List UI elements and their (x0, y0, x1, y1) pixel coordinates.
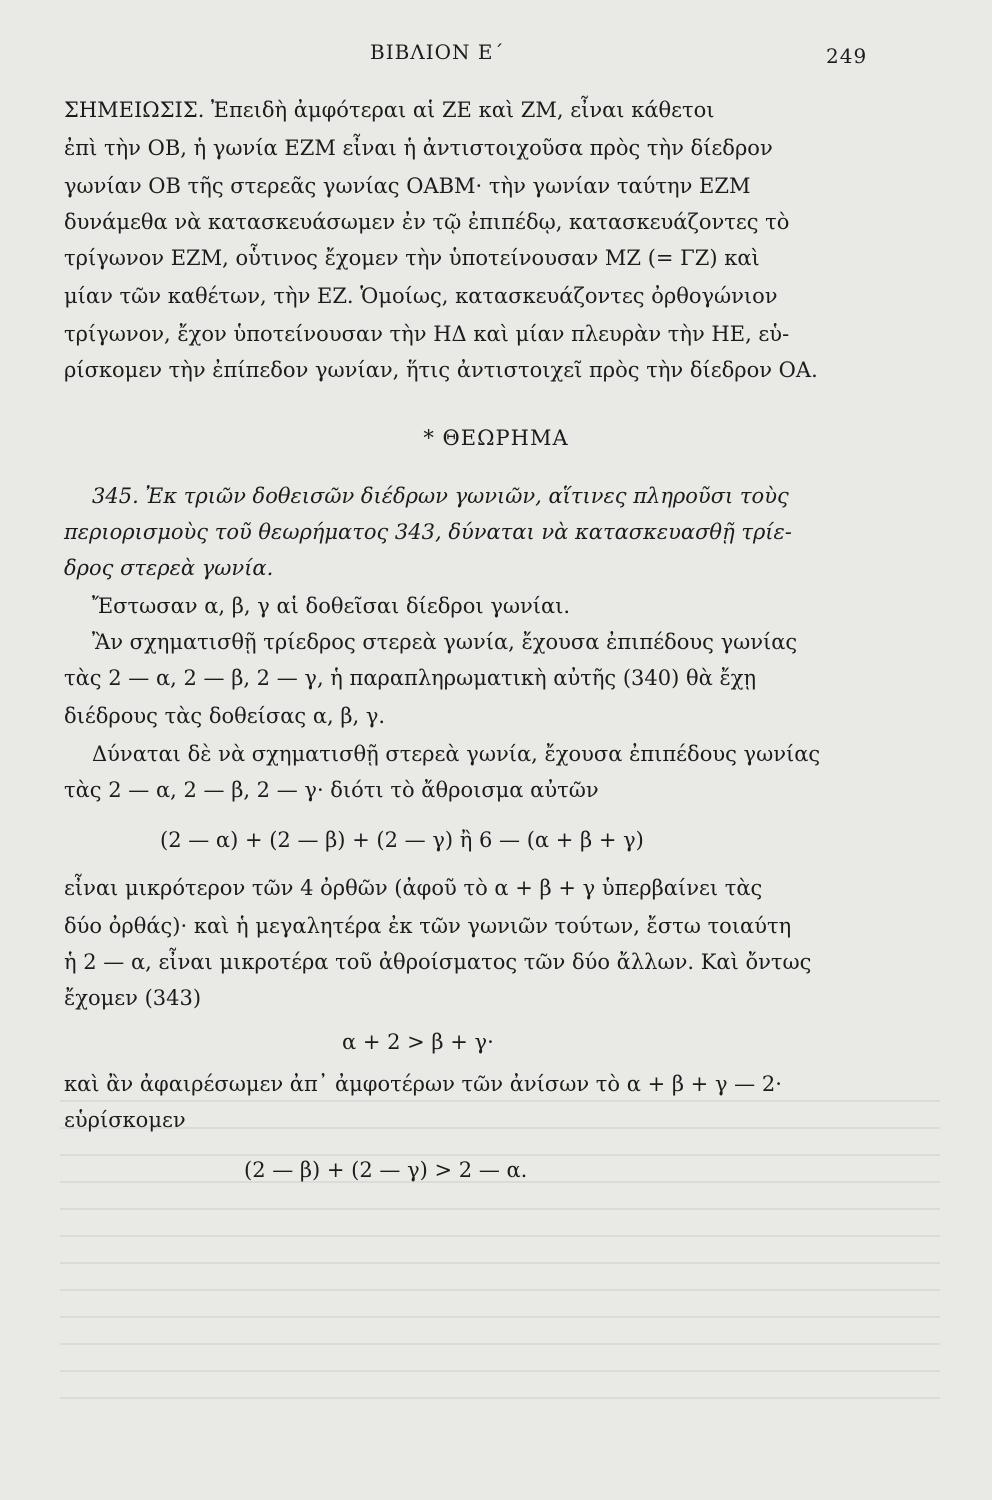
body-line: Ἔστωσαν α, β, γ αἱ δοθεῖσαι δίεδροι γωνίαι. (92, 594, 571, 618)
running-title: ΒΙΒΛΙΟΝ Ε΄ (370, 40, 505, 64)
page-number: 249 (826, 44, 868, 68)
theorem-line: περιορισμοὺς τοῦ θεωρήματος 343, δύναται νὰ κατασκευασθῇ τρίε- (64, 520, 792, 544)
body-line: δύο ὀρθάς)· καὶ ἡ μεγαλητέρα ἐκ τῶν γωνιῶν τούτων, ἔστω τοιαύτη (64, 914, 792, 938)
note-line: γωνίαν ΟΒ τῆς στερεᾶς γωνίας ΟΑΒΜ· τὴν γωνίαν ταύτην ΕΖΜ (64, 174, 751, 198)
body-line: εἶναι μικρότερον τῶν 4 ὀρθῶν (ἀφοῦ τὸ α + β + γ ὑπερβαίνει τὰς (64, 876, 763, 900)
body-line: τὰς 2 — α, 2 — β, 2 — γ· διότι τὸ ἄθροισμα αὐτῶν (64, 778, 599, 802)
formula: (2 — α) + (2 — β) + (2 — γ) ἢ 6 — (α + β + γ) (160, 828, 644, 852)
body-line: Δύναται δὲ νὰ σχηματισθῇ στερεὰ γωνία, ἔχουσα ἐπιπέδους γωνίας (92, 742, 821, 766)
bleed-through-texture (60, 1100, 940, 1400)
body-line: τὰς 2 — α, 2 — β, 2 — γ, ἡ παραπληρωματικὴ αὐτῆς (340) θὰ ἔχῃ (64, 666, 757, 690)
note-line: τρίγωνον ΕΖΜ, οὗτινος ἔχομεν τὴν ὑποτείνουσαν ΜΖ (= ΓΖ) καὶ (64, 246, 760, 270)
note-line: μίαν τῶν καθέτων, τὴν ΕΖ. Ὁμοίως, κατασκευάζοντες ὀρθογώνιον (64, 284, 778, 308)
body-line: καὶ ἂν ἀφαιρέσωμεν ἀπ᾽ ἀμφοτέρων τῶν ἀνίσων τὸ α + β + γ — 2· (64, 1072, 782, 1096)
body-line: διέδρους τὰς δοθείσας α, β, γ. (64, 704, 386, 728)
note-line: ἐπὶ τὴν ΟΒ, ἡ γωνία ΕΖΜ εἶναι ἡ ἀντιστοιχοῦσα πρὸς τὴν δίεδρον (64, 136, 773, 160)
body-line: ἡ 2 — α, εἶναι μικροτέρα τοῦ ἀθροίσματος τῶν δύο ἄλλων. Καὶ ὄντως (64, 950, 812, 974)
note-line: ΣΗΜΕΙΩΣΙΣ. Ἐπειδὴ ἀμφότεραι αἱ ΖΕ καὶ ΖΜ, εἶναι κάθετοι (64, 98, 715, 122)
note-line: ρίσκομεν τὴν ἐπίπεδον γωνίαν, ἥτις ἀντιστοιχεῖ πρὸς τὴν δίεδρον ΟΑ. (64, 358, 818, 382)
body-line: εὑρίσκομεν (64, 1108, 186, 1132)
theorem-line: 345. Ἐκ τριῶν δοθεισῶν διέδρων γωνιῶν, αἵτινες πληροῦσι τοὺς (92, 484, 789, 508)
formula: α + 2 > β + γ· (342, 1030, 494, 1054)
formula: (2 — β) + (2 — γ) > 2 — α. (244, 1158, 528, 1182)
note-line: δυνάμεθα νὰ κατασκευάσωμεν ἐν τῷ ἐπιπέδῳ, κατασκευάζοντες τὸ (64, 210, 790, 234)
body-line: ἔχομεν (343) (64, 986, 202, 1010)
theorem-heading: * ΘΕΩΡΗΜΑ (423, 426, 569, 450)
theorem-line: δρος στερεὰ γωνία. (64, 556, 274, 580)
note-line: τρίγωνον, ἔχον ὑποτείνουσαν τὴν ΗΔ καὶ μίαν πλευρὰν τὴν ΗΕ, εὑ- (64, 322, 790, 346)
body-line: Ἂν σχηματισθῇ τρίεδρος στερεὰ γωνία, ἔχουσα ἐπιπέδους γωνίας (92, 630, 798, 654)
